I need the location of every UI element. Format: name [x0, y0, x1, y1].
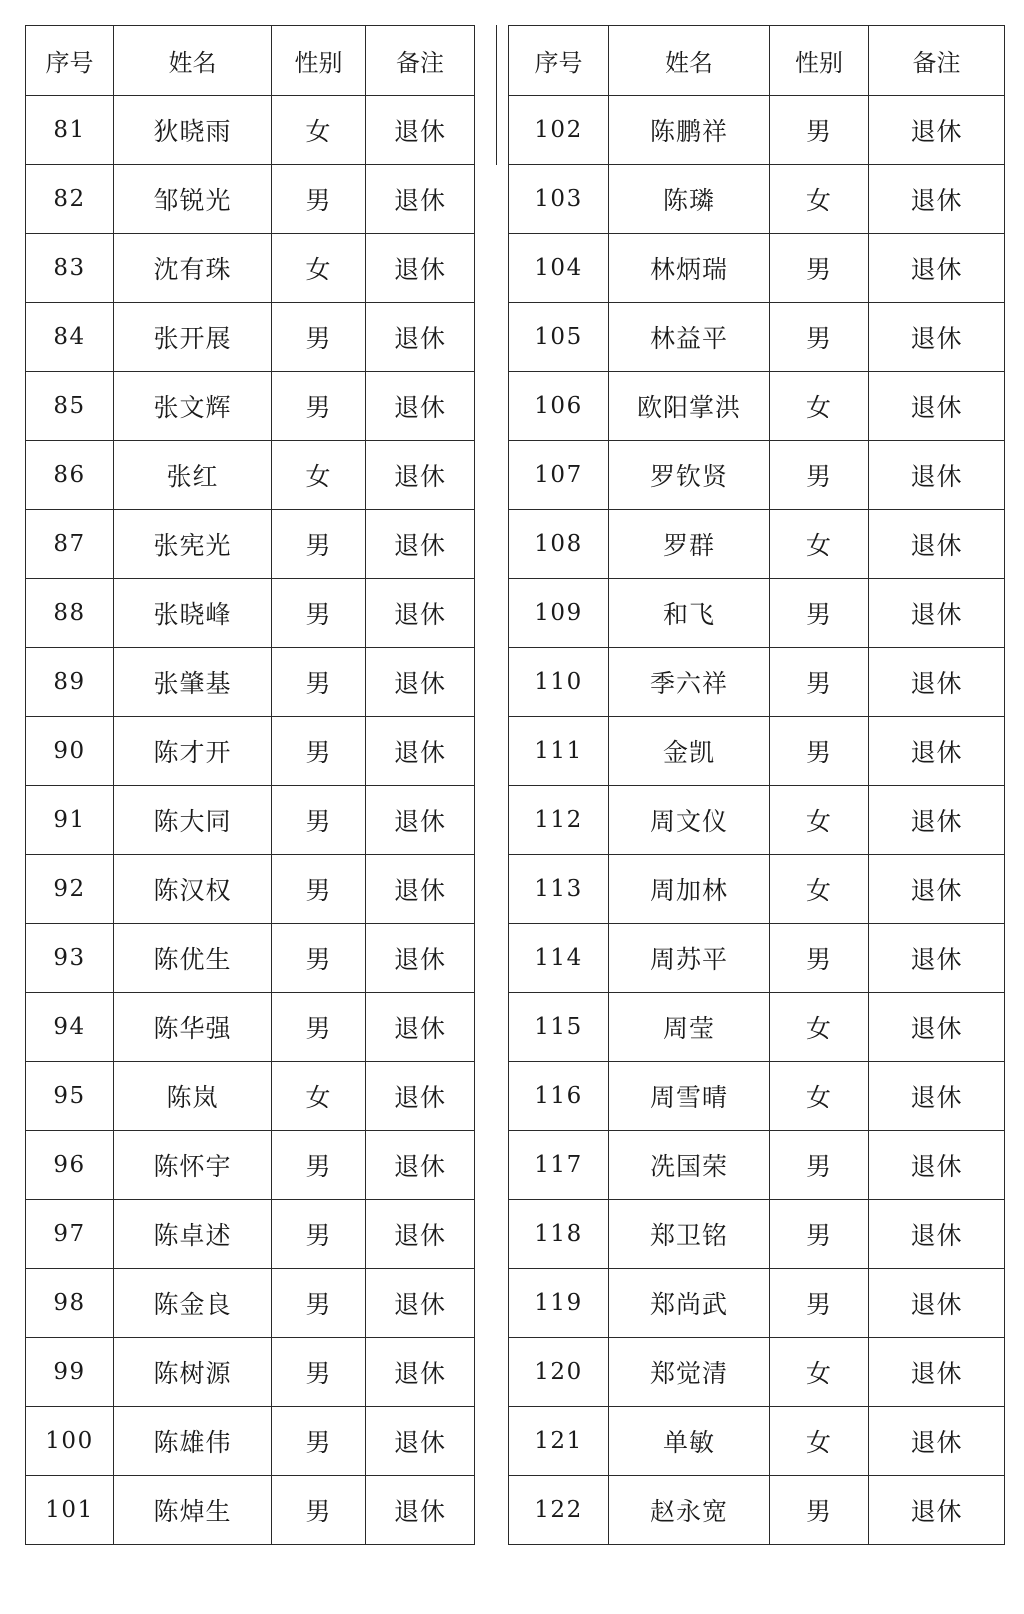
cell-gender: 女 [770, 510, 869, 579]
cell-remark: 退休 [366, 648, 475, 717]
cell-index: 108 [509, 510, 609, 579]
header-gender: 性别 [770, 26, 869, 96]
cell-gender: 男 [770, 96, 869, 165]
cell-remark: 退休 [366, 234, 475, 303]
table-row [26, 924, 475, 993]
cell-gender: 男 [770, 1131, 869, 1200]
table-row [509, 510, 1005, 579]
cell-name: 周苏平 [609, 924, 770, 993]
cell-index: 96 [26, 1131, 114, 1200]
table-row [26, 96, 475, 165]
cell-index: 120 [509, 1338, 609, 1407]
cell-gender: 男 [770, 441, 869, 510]
cell-index: 112 [509, 786, 609, 855]
table-row [26, 1131, 475, 1200]
cell-remark: 退休 [869, 1407, 1005, 1476]
cell-remark: 退休 [366, 303, 475, 372]
cell-gender: 男 [770, 1200, 869, 1269]
table-row [509, 993, 1005, 1062]
cell-remark: 退休 [869, 96, 1005, 165]
cell-index: 114 [509, 924, 609, 993]
cell-gender: 女 [770, 786, 869, 855]
cell-gender: 男 [272, 924, 366, 993]
cell-gender: 男 [272, 855, 366, 924]
cell-index: 102 [509, 96, 609, 165]
cell-name: 欧阳掌洪 [609, 372, 770, 441]
cell-index: 98 [26, 1269, 114, 1338]
cell-gender: 女 [770, 1338, 869, 1407]
cell-gender: 男 [272, 510, 366, 579]
cell-index: 107 [509, 441, 609, 510]
table-row [26, 165, 475, 234]
cell-name: 林炳瑞 [609, 234, 770, 303]
roster-table-right [508, 25, 1005, 1545]
cell-index: 99 [26, 1338, 114, 1407]
cell-remark: 退休 [366, 372, 475, 441]
cell-name: 周加林 [609, 855, 770, 924]
table-row [509, 648, 1005, 717]
table-row [509, 786, 1005, 855]
cell-remark: 退休 [366, 1269, 475, 1338]
cell-name: 陈鹏祥 [609, 96, 770, 165]
cell-index: 104 [509, 234, 609, 303]
cell-index: 106 [509, 372, 609, 441]
table-row [26, 855, 475, 924]
cell-name: 郑尚武 [609, 1269, 770, 1338]
table-row [509, 924, 1005, 993]
cell-gender: 男 [770, 1269, 869, 1338]
cell-remark: 退休 [869, 1200, 1005, 1269]
cell-name: 周莹 [609, 993, 770, 1062]
cell-index: 119 [509, 1269, 609, 1338]
cell-remark: 退休 [366, 717, 475, 786]
cell-index: 83 [26, 234, 114, 303]
cell-gender: 男 [272, 1269, 366, 1338]
cell-gender: 女 [770, 372, 869, 441]
table-row [509, 1269, 1005, 1338]
cell-remark: 退休 [366, 1062, 475, 1131]
cell-remark: 退休 [366, 1476, 475, 1545]
cell-index: 93 [26, 924, 114, 993]
cell-name: 陈岚 [114, 1062, 272, 1131]
cell-gender: 男 [770, 648, 869, 717]
cell-index: 109 [509, 579, 609, 648]
cell-remark: 退休 [869, 1062, 1005, 1131]
table-row [26, 786, 475, 855]
cell-remark: 退休 [869, 234, 1005, 303]
cell-index: 81 [26, 96, 114, 165]
cell-remark: 退休 [366, 1200, 475, 1269]
cell-name: 张肇基 [114, 648, 272, 717]
cell-name: 邹锐光 [114, 165, 272, 234]
table-row [509, 1062, 1005, 1131]
cell-index: 117 [509, 1131, 609, 1200]
cell-gender: 男 [272, 303, 366, 372]
cell-gender: 男 [770, 303, 869, 372]
header-remark: 备注 [869, 26, 1005, 96]
cell-gender: 男 [272, 786, 366, 855]
cell-remark: 退休 [869, 1476, 1005, 1545]
cell-name: 张宪光 [114, 510, 272, 579]
cell-name: 冼国荣 [609, 1131, 770, 1200]
cell-index: 118 [509, 1200, 609, 1269]
cell-gender: 男 [272, 1476, 366, 1545]
cell-gender: 男 [272, 717, 366, 786]
cell-remark: 退休 [366, 993, 475, 1062]
table-row [26, 579, 475, 648]
cell-index: 95 [26, 1062, 114, 1131]
table-row [509, 1476, 1005, 1545]
cell-name: 陈大同 [114, 786, 272, 855]
roster-table-left [25, 25, 475, 1545]
table-row [26, 1200, 475, 1269]
cell-index: 89 [26, 648, 114, 717]
cell-gender: 女 [272, 441, 366, 510]
cell-remark: 退休 [366, 165, 475, 234]
cell-name: 季六祥 [609, 648, 770, 717]
cell-gender: 男 [272, 1131, 366, 1200]
table-row [509, 1200, 1005, 1269]
table-row [26, 441, 475, 510]
header-row [26, 26, 475, 96]
cell-remark: 退休 [869, 441, 1005, 510]
cell-remark: 退休 [366, 855, 475, 924]
table-row [26, 717, 475, 786]
cell-remark: 退休 [366, 1338, 475, 1407]
cell-name: 陈怀宇 [114, 1131, 272, 1200]
cell-name: 张红 [114, 441, 272, 510]
cell-remark: 退休 [869, 717, 1005, 786]
cell-name: 和飞 [609, 579, 770, 648]
cell-gender: 男 [272, 165, 366, 234]
table-row [26, 1269, 475, 1338]
cell-name: 陈金良 [114, 1269, 272, 1338]
table-row [509, 717, 1005, 786]
cell-index: 91 [26, 786, 114, 855]
cell-index: 115 [509, 993, 609, 1062]
cell-gender: 男 [272, 1338, 366, 1407]
cell-index: 110 [509, 648, 609, 717]
cell-gender: 男 [272, 579, 366, 648]
cell-gender: 女 [770, 855, 869, 924]
table-row [509, 96, 1005, 165]
cell-gender: 男 [272, 648, 366, 717]
cell-remark: 退休 [869, 165, 1005, 234]
table-row [509, 855, 1005, 924]
cell-remark: 退休 [366, 510, 475, 579]
cell-index: 84 [26, 303, 114, 372]
cell-name: 林益平 [609, 303, 770, 372]
cell-name: 赵永宽 [609, 1476, 770, 1545]
cell-gender: 男 [272, 372, 366, 441]
cell-name: 郑卫铭 [609, 1200, 770, 1269]
cell-name: 金凯 [609, 717, 770, 786]
table-row [509, 372, 1005, 441]
table-row [26, 372, 475, 441]
cell-index: 105 [509, 303, 609, 372]
cell-remark: 退休 [366, 441, 475, 510]
cell-name: 张文辉 [114, 372, 272, 441]
table-row [509, 1338, 1005, 1407]
header-index: 序号 [509, 26, 609, 96]
cell-name: 单敏 [609, 1407, 770, 1476]
table-row [26, 648, 475, 717]
cell-gender: 男 [770, 1476, 869, 1545]
cell-remark: 退休 [869, 786, 1005, 855]
cell-remark: 退休 [869, 372, 1005, 441]
cell-index: 88 [26, 579, 114, 648]
header-name: 姓名 [609, 26, 770, 96]
cell-name: 陈树源 [114, 1338, 272, 1407]
cell-remark: 退休 [366, 924, 475, 993]
table-row [26, 510, 475, 579]
cell-name: 周文仪 [609, 786, 770, 855]
cell-name: 沈有珠 [114, 234, 272, 303]
cell-name: 罗钦贤 [609, 441, 770, 510]
cell-name: 狄晓雨 [114, 96, 272, 165]
cell-remark: 退休 [869, 648, 1005, 717]
cell-index: 97 [26, 1200, 114, 1269]
cell-index: 100 [26, 1407, 114, 1476]
cell-gender: 女 [770, 165, 869, 234]
cell-name: 罗群 [609, 510, 770, 579]
cell-remark: 退休 [869, 924, 1005, 993]
table-row [26, 303, 475, 372]
cell-name: 陈卓述 [114, 1200, 272, 1269]
cell-gender: 男 [770, 579, 869, 648]
cell-name: 陈璘 [609, 165, 770, 234]
cell-name: 陈焯生 [114, 1476, 272, 1545]
cell-index: 121 [509, 1407, 609, 1476]
cell-index: 94 [26, 993, 114, 1062]
cell-name: 陈雄伟 [114, 1407, 272, 1476]
cell-gender: 男 [770, 717, 869, 786]
table-row [509, 441, 1005, 510]
header-gender: 性别 [272, 26, 366, 96]
header-name: 姓名 [114, 26, 272, 96]
cell-index: 92 [26, 855, 114, 924]
divider-line [496, 25, 497, 165]
cell-gender: 女 [272, 96, 366, 165]
cell-index: 122 [509, 1476, 609, 1545]
table-row [26, 234, 475, 303]
cell-gender: 男 [272, 993, 366, 1062]
cell-name: 陈汉权 [114, 855, 272, 924]
cell-gender: 女 [770, 1062, 869, 1131]
table-row [509, 1407, 1005, 1476]
cell-name: 张开展 [114, 303, 272, 372]
cell-gender: 男 [272, 1407, 366, 1476]
cell-index: 82 [26, 165, 114, 234]
cell-remark: 退休 [366, 579, 475, 648]
header-index: 序号 [26, 26, 114, 96]
cell-name: 陈华强 [114, 993, 272, 1062]
cell-gender: 女 [272, 234, 366, 303]
cell-gender: 男 [770, 924, 869, 993]
cell-remark: 退休 [869, 1269, 1005, 1338]
header-remark: 备注 [366, 26, 475, 96]
cell-index: 113 [509, 855, 609, 924]
cell-remark: 退休 [366, 1131, 475, 1200]
table-row [509, 303, 1005, 372]
cell-remark: 退休 [869, 993, 1005, 1062]
cell-remark: 退休 [869, 1131, 1005, 1200]
cell-index: 85 [26, 372, 114, 441]
table-row [509, 165, 1005, 234]
cell-name: 周雪晴 [609, 1062, 770, 1131]
cell-index: 103 [509, 165, 609, 234]
cell-remark: 退休 [869, 579, 1005, 648]
cell-gender: 男 [770, 234, 869, 303]
cell-index: 90 [26, 717, 114, 786]
cell-index: 87 [26, 510, 114, 579]
table-row [26, 993, 475, 1062]
cell-name: 郑觉清 [609, 1338, 770, 1407]
cell-remark: 退休 [366, 786, 475, 855]
cell-index: 86 [26, 441, 114, 510]
cell-index: 111 [509, 717, 609, 786]
cell-name: 陈才开 [114, 717, 272, 786]
cell-name: 张晓峰 [114, 579, 272, 648]
table-row [26, 1338, 475, 1407]
table-row [26, 1476, 475, 1545]
cell-remark: 退休 [366, 96, 475, 165]
cell-name: 陈优生 [114, 924, 272, 993]
table-row [509, 1131, 1005, 1200]
cell-remark: 退休 [869, 510, 1005, 579]
header-row [509, 26, 1005, 96]
table-row [509, 234, 1005, 303]
cell-gender: 女 [770, 1407, 869, 1476]
table-row [26, 1062, 475, 1131]
cell-gender: 男 [272, 1200, 366, 1269]
cell-remark: 退休 [869, 855, 1005, 924]
table-row [509, 579, 1005, 648]
cell-gender: 女 [770, 993, 869, 1062]
cell-index: 101 [26, 1476, 114, 1545]
cell-remark: 退休 [366, 1407, 475, 1476]
cell-remark: 退休 [869, 1338, 1005, 1407]
cell-remark: 退休 [869, 303, 1005, 372]
cell-index: 116 [509, 1062, 609, 1131]
cell-gender: 女 [272, 1062, 366, 1131]
table-row [26, 1407, 475, 1476]
